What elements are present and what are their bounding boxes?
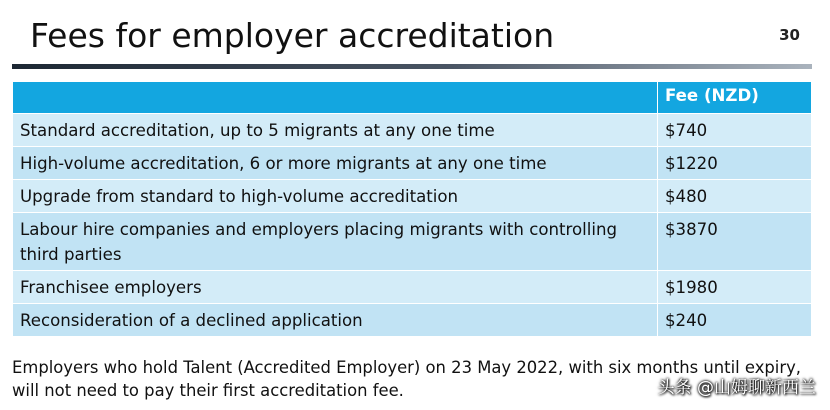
table-row [13, 147, 812, 180]
watermark-text: 头条 @山姆聊新西兰 [657, 378, 816, 398]
row-fee: $740 [658, 114, 812, 147]
table-row [13, 180, 812, 213]
footnote-text: Employers who hold Talent (Accredited Employer) on 23 May 2022, with six months until expiry, will not need to pay their first accreditation fee. [12, 358, 802, 400]
row-description: High-volume accreditation, 6 or more migrants at any one time [13, 147, 658, 180]
table-row [13, 271, 812, 304]
row-fee: $240 [658, 304, 812, 337]
fees-table [12, 81, 812, 337]
row-description: Franchisee employers [13, 271, 658, 304]
row-fee: $1980 [658, 271, 812, 304]
row-fee: $480 [658, 180, 812, 213]
row-fee: $1220 [658, 147, 812, 180]
row-description: Standard accreditation, up to 5 migrants at any one time [13, 114, 658, 147]
row-description: Upgrade from standard to high-volume accreditation [13, 180, 658, 213]
header-fee: Fee (NZD) [658, 82, 812, 114]
table-row [13, 213, 812, 271]
row-description: Reconsideration of a declined application [13, 304, 658, 337]
table-header-row [13, 82, 812, 114]
table-row [13, 114, 812, 147]
header-description [13, 82, 658, 114]
page-number: 30 [779, 26, 800, 44]
slide-title: Fees for employer accreditation [30, 16, 555, 55]
title-divider [12, 64, 812, 69]
table-row [13, 304, 812, 337]
row-fee: $3870 [658, 213, 812, 271]
row-description: Labour hire companies and employers placing migrants with controlling third parties [13, 213, 658, 271]
